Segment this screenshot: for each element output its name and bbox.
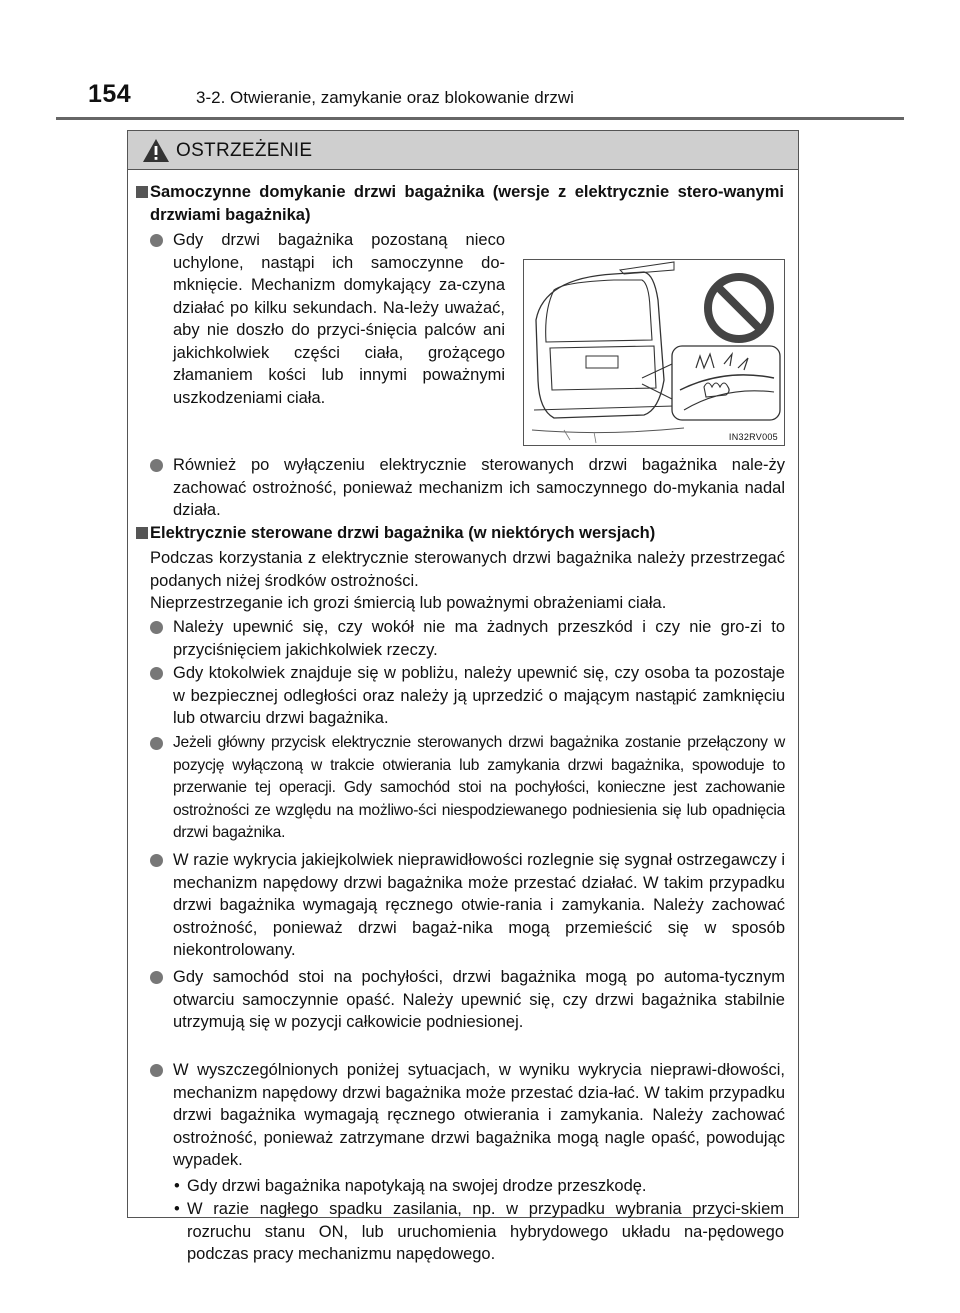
bullet-dot-icon <box>150 737 163 750</box>
warning-box <box>127 130 799 1263</box>
section-heading: Elektrycznie sterowane drzwi bagażnika (w niektórych wersjach) <box>136 522 784 545</box>
warning-title: OSTRZEŻENIE <box>176 140 313 161</box>
list-item: Gdy ktokolwiek znajduje się w pobliżu, należy upewnić się, czy osoba ta pozostaje w bezpiecznej odległości oraz należy ją uprzedzić o mającym nastąpić zamknięciu lub otwarciu drzwi bagażnika. <box>150 662 785 730</box>
list-item: W razie wykrycia jakiejkolwiek nieprawidłowości rozlegnie się sygnał ostrzegawczy i mechanizm napędowy drzwi bagażnika może przestać działać. W takim przypadku drzwi bagażnika wymagają ręcznego otwie-rania i zamykania. Należy zachować ostrożność, ponieważ drzwi bagaż-nika mogą przemieścić się w sposób niekontrolowany. <box>150 849 785 962</box>
square-bullet-icon <box>136 527 148 539</box>
sub-list-item: • Gdy drzwi bagażnika napotykają na swojej drodze przeszkodę. <box>174 1177 647 1195</box>
bullet-dot-icon <box>150 459 163 472</box>
list-item: Również po wyłączeniu elektrycznie sterowanych drzwi bagażnika nale-ży zachować ostrożność, ponieważ mechanizm ich samoczynnego do-mykania nadal działa. <box>150 454 785 522</box>
bullet-dot-icon <box>150 971 163 984</box>
figure-code: IN32RV005 <box>728 432 778 442</box>
header-divider <box>56 117 904 120</box>
warning-triangle-icon <box>142 138 170 163</box>
section-heading: Samoczynne domykanie drzwi bagażnika (wersje z elektrycznie stero-wanymi drzwiami bagażnika) <box>136 181 784 226</box>
bullet-dot-icon <box>150 854 163 867</box>
bullet-dot-icon <box>150 1064 163 1077</box>
list-item: Należy upewnić się, czy wokół nie ma żadnych przeszkód i czy nie gro-zi to przyciśnięciem jakichkolwiek rzeczy. <box>150 616 785 661</box>
warning-header <box>128 131 798 170</box>
page-number: 154 <box>88 80 132 108</box>
bullet-dot-icon <box>150 667 163 680</box>
bullet-dot-icon <box>150 234 163 247</box>
square-bullet-icon <box>136 186 148 198</box>
list-item: Gdy samochód stoi na pochyłości, drzwi bagażnika mogą po automa-tycznym otwarciu samoczynnie opaść. Należy upewnić się, czy drzwi bagażnika stabilnie utrzymują się w pozycji całkowicie podniesionej. <box>150 966 785 1034</box>
intro-paragraph: Podczas korzystania z elektrycznie sterowanych drzwi bagażnika należy przestrzegać podanych niżej środków ostrożności. Nieprzestrzeganie ich grozi śmiercią lub poważnymi obrażeniami ciała. <box>150 549 785 612</box>
tailgate-illustration <box>523 259 785 446</box>
bullet-dot-icon <box>150 621 163 634</box>
page-header <box>88 80 908 114</box>
tailgate-pinch-image <box>524 260 785 446</box>
sub-list-item: • W razie nagłego spadku zasilania, np. w przypadku wybrania przyci-skiem rozruchu stanu ON, lub uruchomienia hybrydowego układu na-pędowego podczas pracy mechanizmu napędowego. <box>174 1200 784 1263</box>
list-item: W wyszczególnionych poniżej sytuacjach, w wyniku wykrycia nieprawi-dłowości, mechanizm napędowy drzwi bagażnika może przestać dzia-łać. W takim przypadku drzwi bagażnika wymagają ręcznego otwierania i zamykania. Należy zachować ostrożność, ponieważ zatrzymane drzwi bagażnika mogą nagle opaść, powodując wypadek. <box>150 1059 785 1172</box>
list-item: Jeżeli główny przycisk elektrycznie sterowanych drzwi bagażnika zostanie przełączony w pozycję wyłączoną w trakcie otwierania lub zamykania drzwi bagażnika, spowoduje to przerwanie tej operacji. Gdy samochód stoi na pochyłości, konieczne jest zachowanie ostrożności ze względu na możliwo-ści niespodziewanego podniesienia się lub opadnięcia drzwi bagażnika. <box>150 732 785 845</box>
section-title: 3-2. Otwieranie, zamykanie oraz blokowanie drzwi <box>196 88 574 107</box>
list-item: Gdy drzwi bagażnika pozostaną nieco uchylone, nastąpi ich samoczynne do-mknięcie. Mechanizm domykający za-czyna działać po kilku sekundach. Na-leży uważać, aby nie doszło do przyci-śnięcia palców ani jakichkolwiek części ciała, grożącego złamaniem kości lub innymi poważnymi uszkodzeniami ciała. <box>150 229 505 409</box>
